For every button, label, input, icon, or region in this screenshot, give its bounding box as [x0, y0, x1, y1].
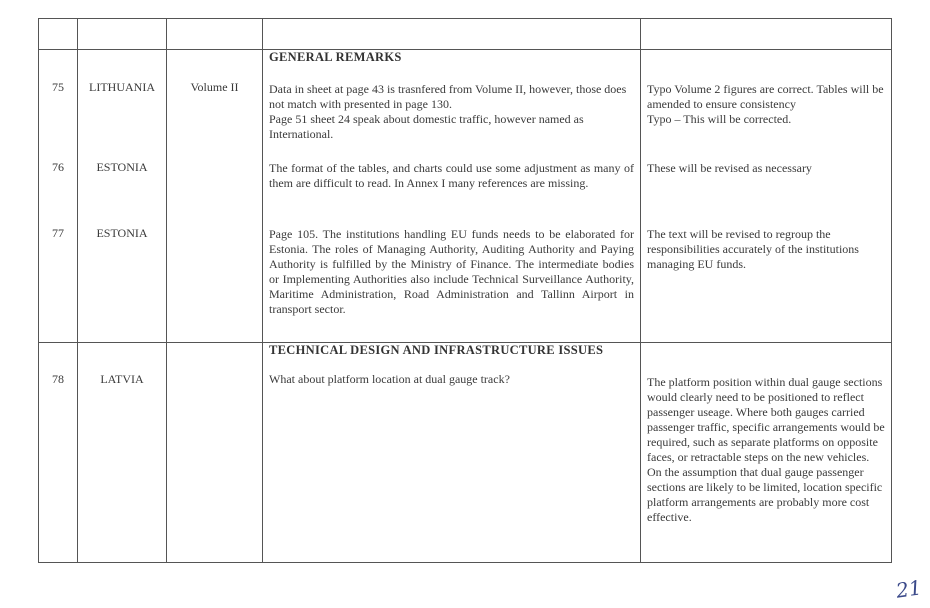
row-number: 77 — [39, 218, 78, 343]
row-volume: Volume II — [167, 74, 263, 146]
comments-table — [38, 18, 892, 563]
header-cell-volume — [167, 19, 263, 50]
header-cell-country — [78, 19, 167, 50]
section-heading-technical: TECHNICAL DESIGN AND INFRASTRUCTURE ISSUES — [263, 343, 641, 368]
row-country: ESTONIA — [78, 218, 167, 343]
row-response: The text will be revised to regroup the responsibilities accurately of the institutions managing EU funds. — [641, 218, 892, 343]
page-number: 21 — [894, 575, 923, 603]
row-country: LATVIA — [78, 367, 167, 563]
row-country: LITHUANIA — [78, 74, 167, 146]
row-number: 75 — [39, 74, 78, 146]
row-number: 78 — [39, 367, 78, 563]
row-comment: Page 105. The institutions handling EU funds needs to be elaborated for Estonia. The roles of Managing Authority, Auditing Authority and Paying Authority is fulfilled by the Ministry of Finance. The intermediate bodies or Implementing Authorities also include Technical Surveillance Authority, Maritime Administration, Road Administration and Tallinn Airport in transport sector. — [263, 218, 641, 343]
row-comment — [263, 74, 641, 146]
row-volume — [167, 146, 263, 218]
response-line: Typo Volume 2 figures are correct. Tables will be amended to ensure consistency — [647, 82, 884, 111]
section-row-technical — [39, 343, 892, 368]
table-row — [39, 74, 892, 146]
table-row — [39, 146, 892, 218]
table-row — [39, 218, 892, 343]
row-comment: The format of the tables, and charts could use some adjustment as many of them are difficult to read. In Annex I many references are missing. — [263, 146, 641, 218]
header-cell-response — [641, 19, 892, 50]
row-response: These will be revised as necessary — [641, 146, 892, 218]
response-line: Typo – This will be corrected. — [647, 112, 792, 126]
row-country: ESTONIA — [78, 146, 167, 218]
row-number: 76 — [39, 146, 78, 218]
row-response — [641, 74, 892, 146]
row-comment: What about platform location at dual gauge track? — [263, 367, 641, 563]
header-cell-comment — [263, 19, 641, 50]
comment-line: Page 51 sheet 24 speak about domestic traffic, however named as International. — [269, 112, 584, 141]
section-heading-general: GENERAL REMARKS — [263, 50, 641, 75]
row-volume — [167, 218, 263, 343]
table-row — [39, 367, 892, 563]
row-response: The platform position within dual gauge sections would clearly need to be positioned to reflect passenger useage. Where both gauges carried passenger traffic, specific arrangements would be required, such as separate platforms on opposite faces, or retractable steps on the new vehicles. On the assumption that dual gauge passenger sections are likely to be limited, location specific platform arrangements are probably more cost effective. — [641, 367, 892, 563]
header-cell-no — [39, 19, 78, 50]
comment-line: Data in sheet at page 43 is trasnfered from Volume II, however, those does not match with presented in page 130. — [269, 82, 627, 111]
table-header-row — [39, 19, 892, 50]
section-row-general — [39, 50, 892, 75]
row-volume — [167, 367, 263, 563]
